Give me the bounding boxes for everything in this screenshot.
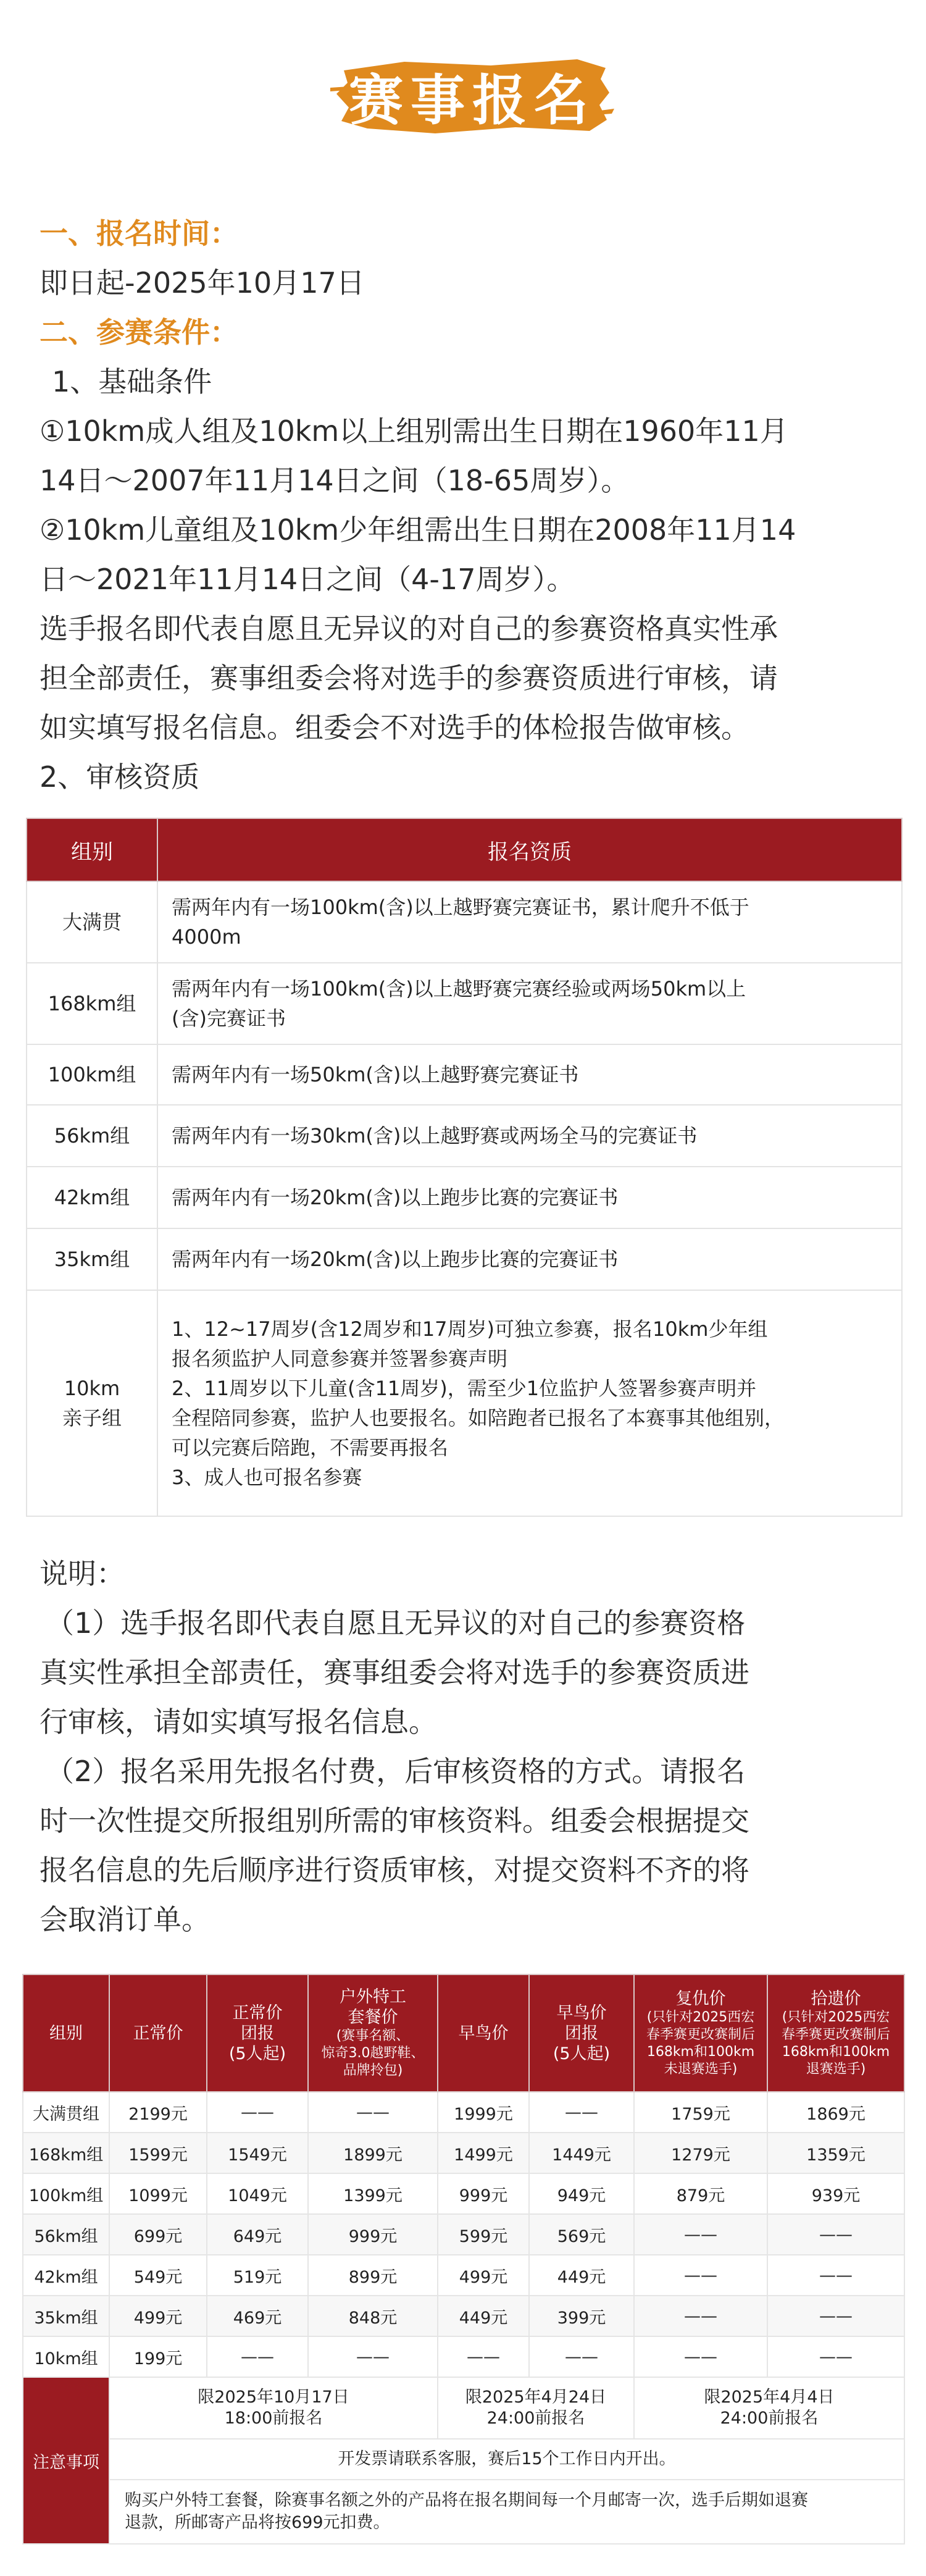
registration-period: 即日起-2025年10月17日 [40, 266, 365, 300]
condition-line: 日～2021年11月14日之间（4-17周岁）。 [40, 563, 575, 596]
note-line: 时一次性提交所报组别所需的审核资料。组委会根据提交 [40, 1804, 749, 1837]
price-cell: —— [308, 2336, 438, 2377]
price-cell: 649元 [207, 2214, 308, 2255]
group-cell: 大满贯 [27, 881, 157, 963]
group-line: 10km [64, 1377, 120, 1400]
group-cell [27, 1290, 157, 1516]
price-cell: 1399元 [308, 2173, 438, 2214]
price-cell: 519元 [207, 2255, 308, 2296]
group-cell: 42km组 [27, 1167, 157, 1228]
note-line: 会取消订单。 [40, 1903, 210, 1936]
price-cell: 449元 [529, 2255, 634, 2296]
qualification-line: 3、成人也可报名参赛 [172, 1466, 362, 1489]
price-cell: 199元 [109, 2336, 207, 2377]
table-row [27, 1105, 902, 1167]
price-cell: 2199元 [109, 2092, 207, 2133]
invoice-row [23, 2439, 904, 2480]
table-header-row [27, 818, 902, 881]
qualification-cell [157, 881, 902, 963]
price-cell: 848元 [308, 2296, 438, 2336]
column-header-outdoor-package-price: 户外特工 套餐价 (赛事名额、 惊奇3.0越野鞋、 品牌拎包) [308, 1974, 438, 2092]
deadline-cell: 限2025年4月4日 24:00前报名 [634, 2377, 904, 2439]
group-cell: 56km组 [27, 1105, 157, 1167]
price-cell: 1999元 [438, 2092, 529, 2133]
qualification-cell [157, 963, 902, 1044]
price-table [22, 1974, 905, 2545]
price-row [23, 2255, 904, 2296]
price-cell: 100km组 [23, 2173, 109, 2214]
price-cell: 939元 [767, 2173, 904, 2214]
price-cell: 168km组 [23, 2133, 109, 2173]
table-row [27, 881, 902, 963]
price-cell: 499元 [438, 2255, 529, 2296]
price-cell: 大满贯组 [23, 2092, 109, 2133]
price-cell: 899元 [308, 2255, 438, 2296]
banner-title: 赛事报名 [348, 68, 596, 132]
price-cell: —— [529, 2092, 634, 2133]
price-cell: 569元 [529, 2214, 634, 2255]
table-row [27, 1290, 902, 1516]
deadline-row [23, 2377, 904, 2439]
condition-line: 选手报名即代表自愿且无异议的对自己的参赛资格真实性承 [40, 612, 778, 645]
note-line: 报名信息的先后顺序进行资质审核，对提交资料不齐的将 [40, 1853, 749, 1887]
price-header-row [23, 1974, 904, 2092]
condition-line: 如实填写报名信息。组委会不对选手的体检报告做审核。 [40, 711, 749, 744]
invoice-note: 开发票请联系客服，赛后15个工作日内开出。 [109, 2439, 904, 2480]
price-row [23, 2173, 904, 2214]
note-line: 行审核，请如实填写报名信息。 [40, 1705, 437, 1739]
price-cell: 35km组 [23, 2296, 109, 2336]
refund-note: 购买户外特工套餐，除赛事名额之外的产品将在报名期间每一个月邮寄一次，选手后期如退赛 退款，所邮寄产品将按699元扣费。 [109, 2480, 904, 2544]
price-cell: 399元 [529, 2296, 634, 2336]
price-cell: 1499元 [438, 2133, 529, 2173]
column-header-qualification: 报名资质 [157, 818, 902, 881]
column-header-group: 组别 [23, 1974, 109, 2092]
price-row [23, 2133, 904, 2173]
price-cell: —— [529, 2336, 634, 2377]
price-row [23, 2214, 904, 2255]
price-cell: 699元 [109, 2214, 207, 2255]
refund-row [23, 2480, 904, 2544]
price-cell: 1549元 [207, 2133, 308, 2173]
price-cell: —— [308, 2092, 438, 2133]
price-cell: 499元 [109, 2296, 207, 2336]
table-row [27, 1228, 902, 1290]
qualification-cell: 需两年内有一场50km(含)以上越野赛完赛证书 [157, 1044, 902, 1105]
price-cell: 949元 [529, 2173, 634, 2214]
price-cell: 1869元 [767, 2092, 904, 2133]
section2-heading: 二、参赛条件： [40, 316, 238, 349]
group-cell: 100km组 [27, 1044, 157, 1105]
price-cell: 549元 [109, 2255, 207, 2296]
price-cell: —— [634, 2214, 767, 2255]
deadline-cell: 限2025年4月24日 24:00前报名 [438, 2377, 634, 2439]
condition-line: ①10km成人组及10km以上组别需出生日期在1960年11月 [40, 414, 788, 448]
qualification-cell: 需两年内有一场20km(含)以上跑步比赛的完赛证书 [157, 1228, 902, 1290]
price-cell: 1049元 [207, 2173, 308, 2214]
condition-line: 14日～2007年11月14日之间（18-65周岁）。 [40, 464, 630, 497]
condition-line: 担全部责任，赛事组委会将对选手的参赛资质进行审核，请 [40, 661, 778, 695]
price-cell: 469元 [207, 2296, 308, 2336]
price-cell: 1359元 [767, 2133, 904, 2173]
qualification-cell [157, 1290, 902, 1516]
price-cell: —— [634, 2255, 767, 2296]
table-row [27, 1044, 902, 1105]
qualification-table [26, 818, 903, 1517]
basic-conditions-heading: 1、基础条件 [52, 365, 212, 398]
section1-heading: 一、报名时间： [40, 217, 238, 250]
price-cell: —— [207, 2092, 308, 2133]
qualification-line: 需两年内有一场100km(含)以上越野赛完赛证书，累计爬升不低于 [172, 896, 749, 919]
qualification-cell: 需两年内有一场20km(含)以上跑步比赛的完赛证书 [157, 1167, 902, 1228]
notice-label: 注意事项 [23, 2377, 109, 2544]
price-cell: 1449元 [529, 2133, 634, 2173]
qualification-heading: 2、审核资质 [40, 760, 200, 794]
price-cell: 1759元 [634, 2092, 767, 2133]
table-row [27, 963, 902, 1044]
title-banner [330, 52, 614, 141]
note-line: （2）报名采用先报名付费，后审核资格的方式。请报名 [46, 1755, 746, 1788]
price-row [23, 2296, 904, 2336]
column-header-early-bird-group-price: 早鸟价 团报 (5人起) [529, 1974, 634, 2092]
column-header-recovery-price: 拾遗价 (只针对2025西宏 春季赛更改赛制后 168km和100km 退赛选手) [767, 1974, 904, 2092]
group-cell: 35km组 [27, 1228, 157, 1290]
qualification-line: 4000m [172, 925, 241, 949]
qualification-line: 全程陪同参赛，监护人也要报名。如陪跑者已报名了本赛事其他组别， [172, 1406, 785, 1430]
price-cell: 42km组 [23, 2255, 109, 2296]
price-cell: 449元 [438, 2296, 529, 2336]
price-cell: —— [634, 2336, 767, 2377]
column-header-early-bird-price: 早鸟价 [438, 1974, 529, 2092]
qualification-line: 2、11周岁以下儿童(含11周岁)，需至少1位监护人签署参赛声明并 [172, 1377, 757, 1400]
price-row [23, 2336, 904, 2377]
note-line: （1）选手报名即代表自愿且无异议的对自己的参赛资格 [46, 1606, 746, 1640]
column-header-normal-group-price: 正常价 团报 (5人起) [207, 1974, 308, 2092]
price-cell: —— [767, 2296, 904, 2336]
qualification-line: 需两年内有一场100km(含)以上越野赛完赛经验或两场50km以上 [172, 977, 746, 1001]
price-cell: 1279元 [634, 2133, 767, 2173]
group-cell: 168km组 [27, 963, 157, 1044]
price-cell: 10km组 [23, 2336, 109, 2377]
qualification-line: 可以完赛后陪跑，不需要再报名 [172, 1436, 449, 1459]
column-header-revenge-price: 复仇价 (只针对2025西宏 春季赛更改赛制后 168km和100km 未退赛选手) [634, 1974, 767, 2092]
price-cell: 879元 [634, 2173, 767, 2214]
qualification-line: (含)完赛证书 [172, 1007, 286, 1030]
note-line: 真实性承担全部责任，赛事组委会将对选手的参赛资质进 [40, 1656, 749, 1689]
condition-line: ②10km儿童组及10km少年组需出生日期在2008年11月14 [40, 513, 796, 547]
price-cell: —— [767, 2214, 904, 2255]
price-cell: —— [767, 2336, 904, 2377]
notes-heading: 说明： [40, 1557, 125, 1590]
price-cell: 1899元 [308, 2133, 438, 2173]
column-header-group: 组别 [27, 818, 157, 881]
price-cell: 1099元 [109, 2173, 207, 2214]
qualification-line: 1、12~17周岁(含12周岁和17周岁)可独立参赛，报名10km少年组 [172, 1317, 768, 1341]
price-cell: 599元 [438, 2214, 529, 2255]
price-cell: 999元 [308, 2214, 438, 2255]
price-row [23, 2092, 904, 2133]
price-cell: 999元 [438, 2173, 529, 2214]
qualification-line: 报名须监护人同意参赛并签署参赛声明 [172, 1347, 508, 1370]
deadline-cell: 限2025年10月17日 18:00前报名 [109, 2377, 438, 2439]
price-cell: —— [207, 2336, 308, 2377]
column-header-normal-price: 正常价 [109, 1974, 207, 2092]
table-row [27, 1167, 902, 1228]
price-cell: 1599元 [109, 2133, 207, 2173]
price-cell: 56km组 [23, 2214, 109, 2255]
price-cell: —— [438, 2336, 529, 2377]
qualification-cell: 需两年内有一场30km(含)以上越野赛或两场全马的完赛证书 [157, 1105, 902, 1167]
group-line: 亲子组 [62, 1406, 122, 1430]
price-cell: —— [634, 2296, 767, 2336]
price-cell: —— [767, 2255, 904, 2296]
